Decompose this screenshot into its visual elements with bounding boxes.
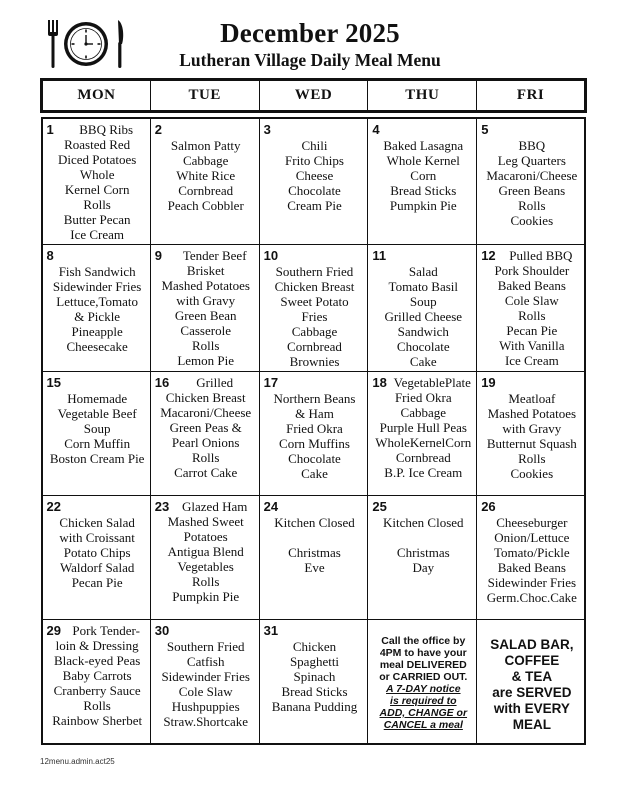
day-number: 25 — [372, 499, 387, 514]
week-row — [42, 620, 586, 745]
day-number: 19 — [481, 375, 496, 390]
day-number: 29 — [46, 623, 61, 638]
meal-calendar — [40, 78, 587, 745]
day-cell — [42, 620, 151, 745]
menu-items: Southern Fried Chicken Breast Sweet Potato Fries Cabbage Cornbread Brownies — [274, 264, 355, 369]
menu-items: Chicken Spaghetti Spinach Bread Sticks Banana Pudding — [271, 639, 358, 714]
menu-first-item: BBQ Ribs — [79, 122, 134, 137]
day-number: 10 — [263, 248, 279, 263]
change-notice: A 7-DAY notice is required to ADD, CHANGE or CANCEL a meal — [379, 683, 468, 731]
menu-remaining-items: Pork Shoulder Baked Beans Cole Slaw Rolls Pecan Pie With Vanilla Ice Cream — [494, 263, 570, 368]
day-cell — [368, 620, 477, 745]
week-row — [42, 372, 586, 496]
delivery-notice: Call the office by 4PM to have your meal DELIVERED or CARRIED OUT. — [379, 635, 468, 683]
week-row — [42, 118, 586, 245]
day-cell — [42, 372, 151, 496]
salad-bar-notice: SALAD BAR, COFFEE & TEA are SERVED with EVERY MEAL — [490, 637, 574, 732]
menu-first-item: Tender Beef — [182, 248, 247, 263]
weekday-header: WED — [259, 80, 368, 112]
day-number: 2 — [154, 122, 163, 137]
day-cell — [368, 496, 477, 620]
day-cell — [259, 620, 368, 745]
menu-remaining-items: Roasted Red Diced Potatoes Whole Kernel Corn Rolls Butter Pecan Ice Cream — [57, 137, 137, 242]
day-number: 5 — [481, 122, 489, 137]
menu-items: Fish Sandwich Sidewinder Fries Lettuce,Tomato & Pickle Pineapple Cheesecake — [52, 264, 142, 354]
menu-items — [155, 499, 257, 604]
menu-first-item: VegetablePlate — [393, 375, 471, 390]
clock-plate-fork-knife-icon — [44, 16, 130, 72]
day-cell — [259, 118, 368, 245]
menu-first-item: Glazed Ham — [182, 499, 248, 514]
menu-items: BBQ Leg Quarters Macaroni/Cheese Green Beans Rolls Cookies — [486, 138, 578, 228]
day-cell — [150, 620, 259, 745]
weekday-header: THU — [368, 80, 477, 112]
day-cell — [150, 496, 259, 620]
menu-remaining-items: Mashed Sweet Potatoes Antigua Blend Vegetables Rolls Pumpkin Pie — [167, 514, 244, 604]
week-row — [42, 496, 586, 620]
day-number: 22 — [46, 499, 61, 514]
page-subtitle: Lutheran Village Daily Meal Menu — [179, 50, 441, 70]
weekday-header-row — [42, 80, 586, 112]
day-number: 12 — [481, 248, 496, 263]
day-cell — [150, 118, 259, 245]
day-cell — [368, 118, 477, 245]
day-number: 30 — [154, 623, 170, 638]
day-number: 15 — [46, 375, 61, 390]
menu-items — [155, 375, 257, 480]
menu-items: Chili Frito Chips Cheese Chocolate Cream Pie — [285, 138, 344, 213]
menu-remaining-items: Brisket Mashed Potatoes with Gravy Green Bean Casserole Rolls Lemon Pie — [161, 263, 250, 368]
day-number: 31 — [263, 623, 279, 638]
menu-first-item: Grilled — [196, 375, 234, 390]
day-cell — [42, 118, 151, 245]
day-number: 17 — [263, 375, 279, 390]
day-cell — [42, 245, 151, 372]
day-number: 24 — [263, 499, 279, 514]
menu-items — [47, 623, 148, 728]
day-number: 9 — [154, 248, 163, 263]
day-cell — [368, 372, 477, 496]
menu-remaining-items: Fried Okra Cabbage Purple Hull Peas WholeKernelCorn Cornbread B.P. Ice Cream — [375, 390, 472, 480]
day-number: 8 — [46, 248, 54, 263]
clock-plate-icon — [64, 22, 108, 66]
day-number: 3 — [263, 122, 271, 137]
day-cell — [150, 245, 259, 372]
menu-remaining-items: loin & Dressing Black-eyed Peas Baby Carrots Cranberry Sauce Rolls Rainbow Sherbet — [52, 638, 143, 728]
day-cell — [259, 245, 368, 372]
menu-first-item: Pulled BBQ — [509, 248, 573, 263]
day-number: 4 — [372, 122, 380, 137]
day-cell — [477, 118, 586, 245]
menu-items: Homemade Vegetable Beef Soup Corn Muffin Boston Cream Pie — [49, 391, 145, 466]
weekday-header: MON — [42, 80, 151, 112]
day-cell — [42, 496, 151, 620]
menu-remaining-items: Chicken Breast Macaroni/Cheese Green Peas & Pearl Onions Rolls Carrot Cake — [160, 390, 252, 480]
menu-items — [47, 122, 148, 242]
day-cell — [477, 496, 586, 620]
weekday-header: TUE — [150, 80, 259, 112]
day-number: 11 — [372, 248, 387, 263]
menu-items: Baked Lasagna Whole Kernel Corn Bread Sticks Pumpkin Pie — [383, 138, 464, 213]
menu-items: Southern Fried Catfish Sidewinder Fries Cole Slaw Hushpuppies Straw.Shortcake — [161, 639, 250, 729]
day-cell — [150, 372, 259, 496]
day-number: 18 — [372, 375, 387, 390]
day-cell — [259, 496, 368, 620]
day-number: 23 — [154, 499, 170, 514]
menu-items — [481, 248, 582, 368]
week-row — [42, 245, 586, 372]
menu-items: Salmon Patty Cabbage White Rice Cornbread Peach Cobbler — [167, 138, 244, 213]
day-number: 16 — [154, 375, 170, 390]
menu-first-item: Pork Tender- — [72, 623, 140, 638]
menu-items: Northern Beans & Ham Fried Okra Corn Muffins Chocolate Cake — [273, 391, 356, 481]
menu-items: Cheeseburger Onion/Lettuce Tomato/Pickle Baked Beans Sidewinder Fries Germ.Choc.Cake — [486, 515, 577, 605]
menu-items — [372, 375, 474, 480]
day-cell — [477, 620, 586, 745]
day-number: 26 — [481, 499, 496, 514]
weekday-header: FRI — [477, 80, 586, 112]
day-cell — [259, 372, 368, 496]
day-cell — [368, 245, 477, 372]
menu-items: Salad Tomato Basil Soup Grilled Cheese Sandwich Chocolate Cake — [384, 264, 463, 369]
menu-items: Chicken Salad with Croissant Potato Chips Waldorf Salad Pecan Pie — [59, 515, 135, 590]
menu-items: Meatloaf Mashed Potatoes with Gravy Butternut Squash Rolls Cookies — [486, 391, 577, 481]
page-title: December 2025 — [220, 18, 400, 48]
menu-items: Kitchen Closed Christmas Day — [383, 515, 464, 575]
menu-items: Kitchen Closed Christmas Eve — [274, 515, 355, 575]
menu-items — [155, 248, 257, 368]
fork-icon — [48, 20, 58, 68]
footer-code: 12menu.admin.act25 — [40, 757, 115, 766]
day-cell — [477, 372, 586, 496]
day-cell — [477, 245, 586, 372]
day-number: 1 — [46, 122, 54, 137]
